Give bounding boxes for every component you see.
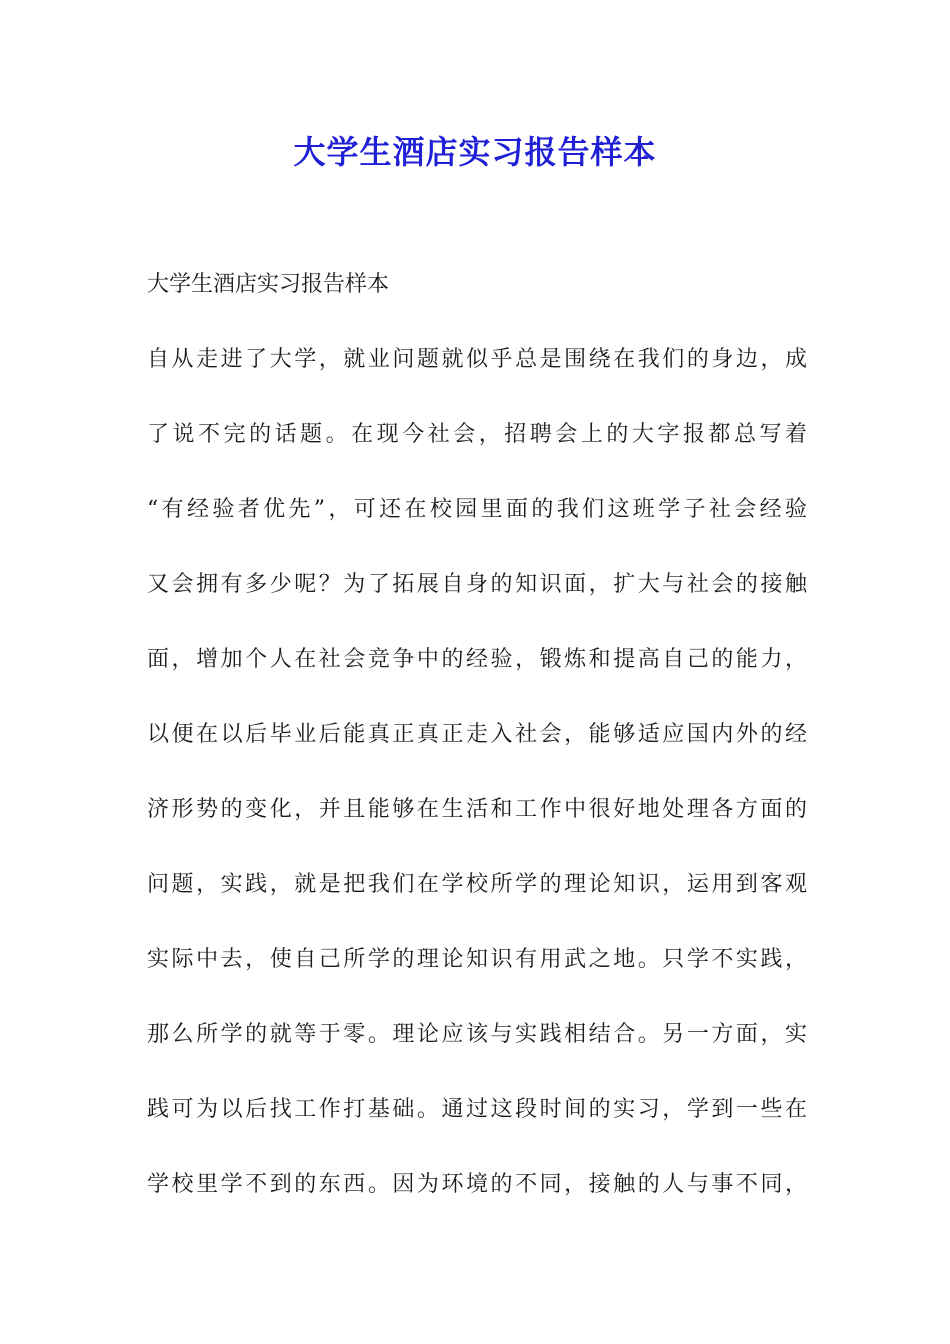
text-line: “有经验者优先”，可还在校园里面的我们这班学子社会经验 xyxy=(147,497,807,522)
document-subtitle: 大学生酒店实习报告样本 xyxy=(147,272,390,297)
text-line: 学校里学不到的东西。因为环境的不同，接触的人与事不同， xyxy=(147,1172,807,1197)
text-line: 济形势的变化，并且能够在生活和工作中很好地处理各方面的 xyxy=(147,797,807,822)
text-line: 问题，实践，就是把我们在学校所学的理论知识，运用到客观 xyxy=(147,872,807,897)
text-line: 以便在以后毕业后能真正真正走入社会，能够适应国内外的经 xyxy=(147,722,807,747)
document-title: 大学生酒店实习报告样本 xyxy=(293,133,657,171)
text-line: 那么所学的就等于零。理论应该与实践相结合。另一方面，实 xyxy=(147,1022,807,1047)
text-line: 面，增加个人在社会竞争中的经验，锻炼和提高自己的能力， xyxy=(147,647,807,672)
text-line: 践可为以后找工作打基础。通过这段时间的实习，学到一些在 xyxy=(147,1097,807,1122)
text-line: 了说不完的话题。在现今社会，招聘会上的大字报都总写着 xyxy=(147,422,807,447)
text-line: 自从走进了大学，就业问题就似乎总是围绕在我们的身边，成 xyxy=(147,347,807,372)
text-line: 实际中去，使自己所学的理论知识有用武之地。只学不实践， xyxy=(147,947,807,972)
body-paragraph xyxy=(147,340,807,1240)
text-line: 又会拥有多少呢？为了拓展自身的知识面，扩大与社会的接触 xyxy=(147,572,807,597)
